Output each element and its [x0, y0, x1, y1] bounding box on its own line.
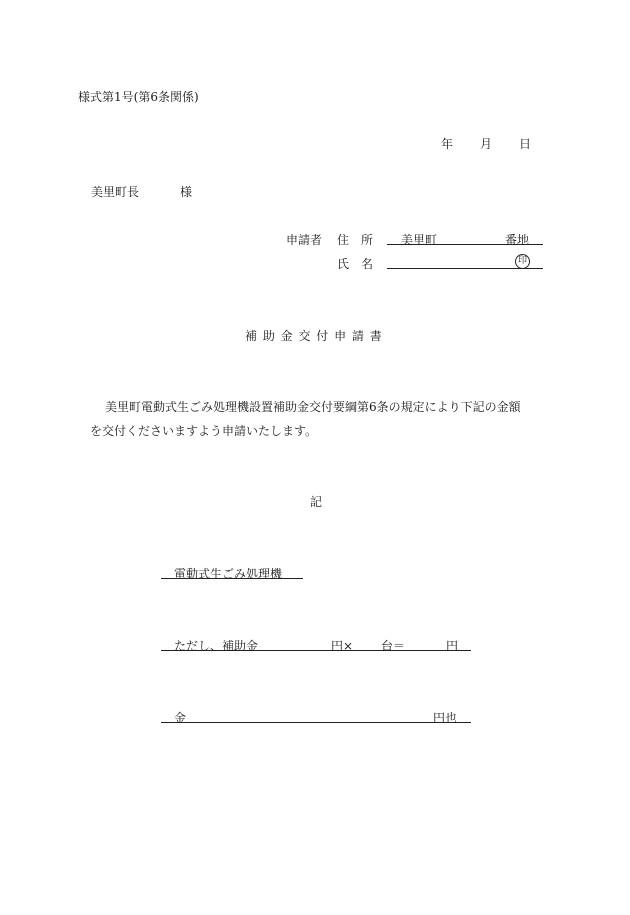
body-line-2: を交付くださいますよう申請いたします。: [90, 424, 318, 438]
calc-prefix: ただし、補助金: [174, 639, 259, 653]
name-underline: [387, 268, 543, 269]
address-label: 住 所: [337, 233, 374, 247]
date-month: 月: [480, 137, 493, 151]
address-town: 美里町: [401, 233, 438, 247]
date-day: 日: [519, 137, 532, 151]
item-label: 電動式生ごみ処理機: [174, 567, 283, 581]
address-underline: [387, 244, 543, 245]
total-prefix: 金: [174, 711, 187, 725]
applicant-label: 申請者: [286, 233, 323, 247]
date-year: 年: [441, 137, 454, 151]
seal-mark: 印: [515, 254, 530, 269]
addressee-honorific: 様: [180, 185, 193, 199]
document-title: 補 助 金 交 付 申 請 書: [245, 329, 383, 343]
ki-heading: 記: [310, 495, 323, 509]
calc-yen-times: 円×: [331, 639, 354, 653]
total-underline: [161, 722, 471, 723]
addressee-name: 美里町長: [91, 185, 140, 199]
total-suffix: 円也: [433, 711, 458, 725]
name-label: 氏 名: [337, 257, 374, 271]
calc-yen: 円: [446, 639, 459, 653]
address-suffix: 番地: [505, 233, 530, 247]
body-line-1: 美里町電動式生ごみ処理機設置補助金交付要綱第6条の規定により下記の金額: [105, 400, 521, 414]
calc-underline: [161, 650, 471, 651]
calc-units-eq: 台＝: [381, 639, 406, 653]
item-underline: [161, 578, 303, 579]
form-number: 様式第1号(第6条関係): [78, 90, 199, 104]
